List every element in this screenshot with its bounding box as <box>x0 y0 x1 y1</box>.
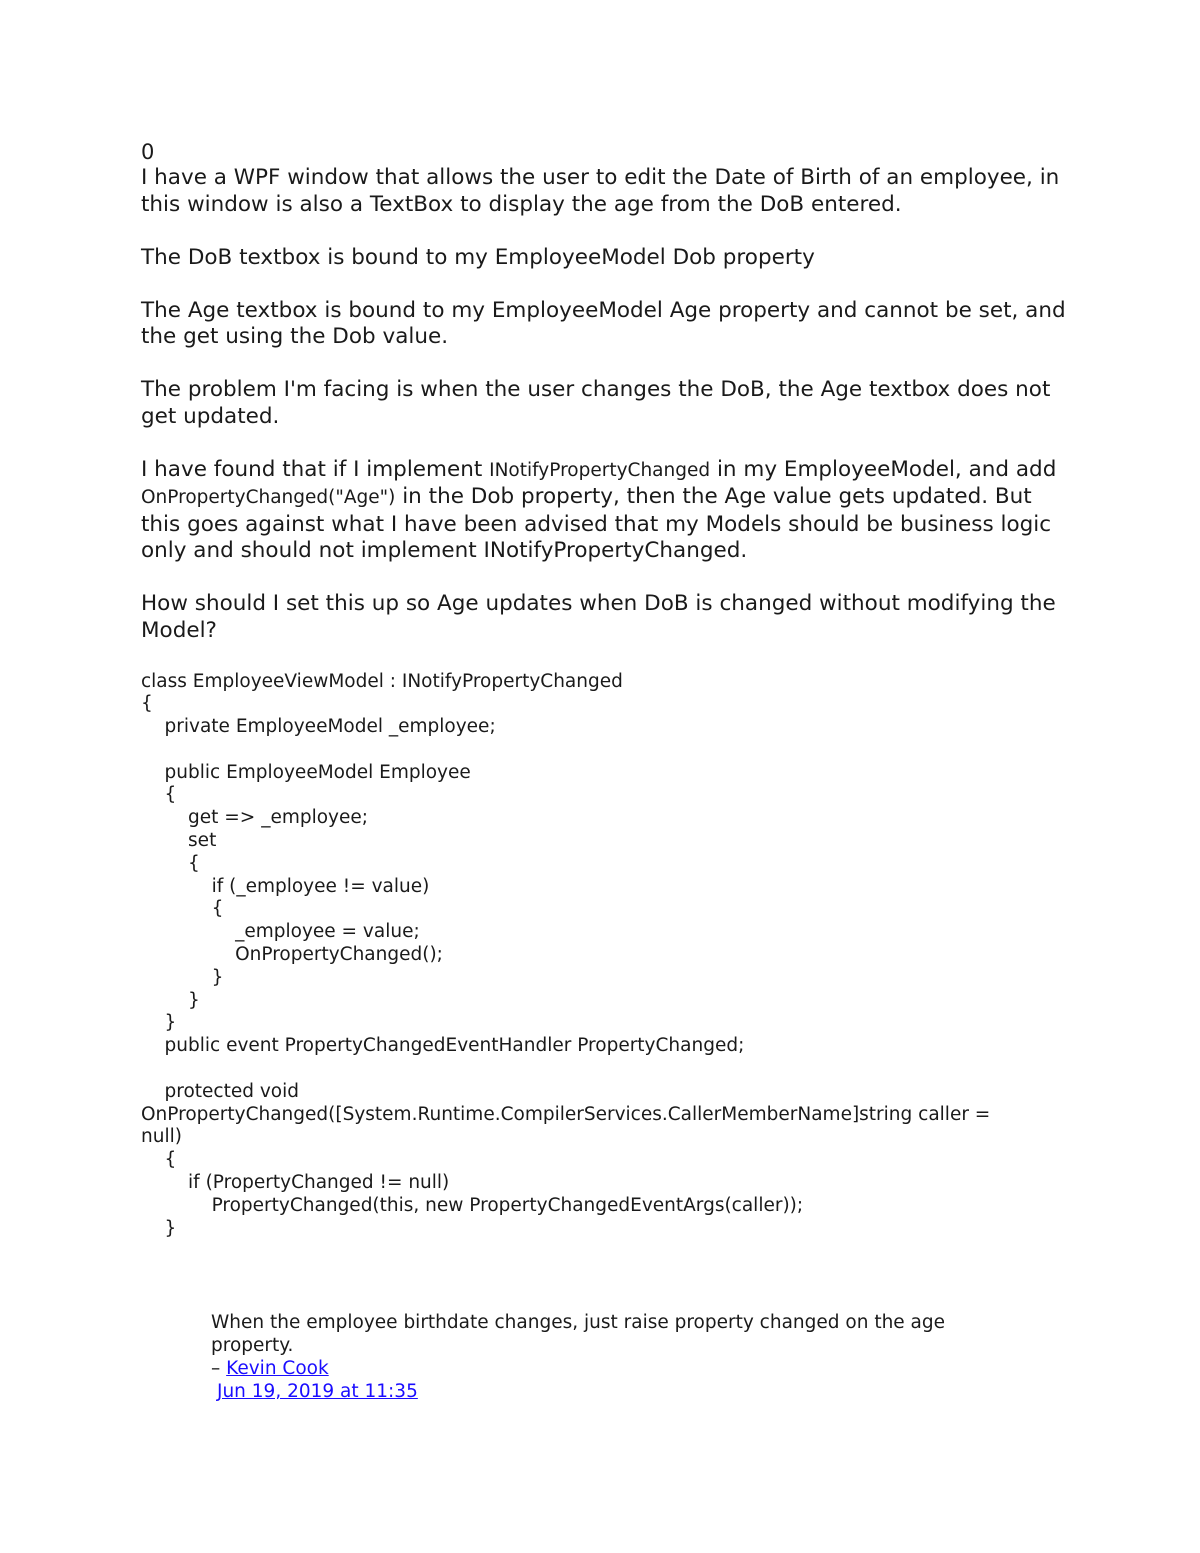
vote-count: 0 <box>141 140 155 164</box>
code-line: public event PropertyChangedEventHandler PropertyChanged; <box>141 1035 745 1057</box>
question-paragraph-3: The Age textbox is bound to my EmployeeModel Age property and cannot be set, and the get using the Dob value. <box>141 297 1066 349</box>
comment-dash: – <box>211 1358 227 1379</box>
comment <box>211 1311 1031 1403</box>
code-line <box>141 739 1071 762</box>
question-paragraph-5 <box>141 457 1071 565</box>
question-paragraph-2: The DoB textbox is bound to my EmployeeModel Dob property <box>141 244 815 270</box>
question-paragraph-1: I have a WPF window that allows the user to edit the Date of Birth of an employee, in this window is also a TextBox to display the age from the DoB entered. <box>141 165 1060 217</box>
comment-author-link[interactable]: Kevin Cook <box>226 1358 329 1379</box>
code-line: null) <box>141 1126 182 1148</box>
code-line: private EmployeeModel _employee; <box>141 716 496 738</box>
code-line: { <box>141 898 224 920</box>
code-line: } <box>141 966 224 988</box>
inline-code: OnPropertyChanged("Age") <box>141 487 396 508</box>
code-line: if (_employee != value) <box>141 875 430 897</box>
code-line: } <box>141 989 200 1011</box>
code-line: OnPropertyChanged([System.Runtime.CompilerServices.CallerMemberName]string caller = <box>141 1103 991 1125</box>
code-line: _employee = value; <box>141 921 420 943</box>
inline-code: INotifyPropertyChanged <box>489 459 711 481</box>
code-block <box>141 671 1071 1241</box>
code-line: } <box>141 1012 177 1034</box>
code-line: protected void <box>141 1080 300 1102</box>
code-line: { <box>141 852 200 874</box>
comment-date-wrapper <box>211 1380 1031 1403</box>
question-paragraph-4: The problem I'm facing is when the user changes the DoB, the Age textbox does not get updated. <box>141 377 1051 429</box>
code-line: class EmployeeViewModel : INotifyPropertyChanged <box>141 670 623 692</box>
question-body <box>141 140 1071 1240</box>
code-line <box>141 1058 1071 1081</box>
code-line: } <box>141 1217 177 1239</box>
code-line: OnPropertyChanged(); <box>141 944 443 966</box>
code-line: { <box>141 784 177 806</box>
comment-date-link[interactable]: Jun 19, 2019 at 11:35 <box>217 1381 418 1402</box>
paragraph-text: I have found that if I implement <box>141 456 490 482</box>
code-line: { <box>141 693 153 715</box>
code-line: if (PropertyChanged != null) <box>141 1172 450 1194</box>
paragraph-text: in my EmployeeModel, and add <box>710 456 1057 482</box>
question-paragraph-6: How should I set this up so Age updates when DoB is changed without modifying the Model? <box>141 591 1056 643</box>
comment-text: When the employee birthdate changes, just raise property changed on the age property. <box>211 1312 946 1356</box>
code-line: get => _employee; <box>141 807 368 829</box>
code-line: PropertyChanged(this, new PropertyChangedEventArgs(caller)); <box>141 1194 804 1216</box>
code-line: public EmployeeModel Employee <box>141 761 471 783</box>
code-line: set <box>141 830 217 852</box>
paragraph-text: in the Dob property, then the Age value gets updated. But this goes against what I have been advised that my Models should be business logic only and should not implement INotifyPropertyChanged. <box>141 484 1052 563</box>
code-line: { <box>141 1149 177 1171</box>
